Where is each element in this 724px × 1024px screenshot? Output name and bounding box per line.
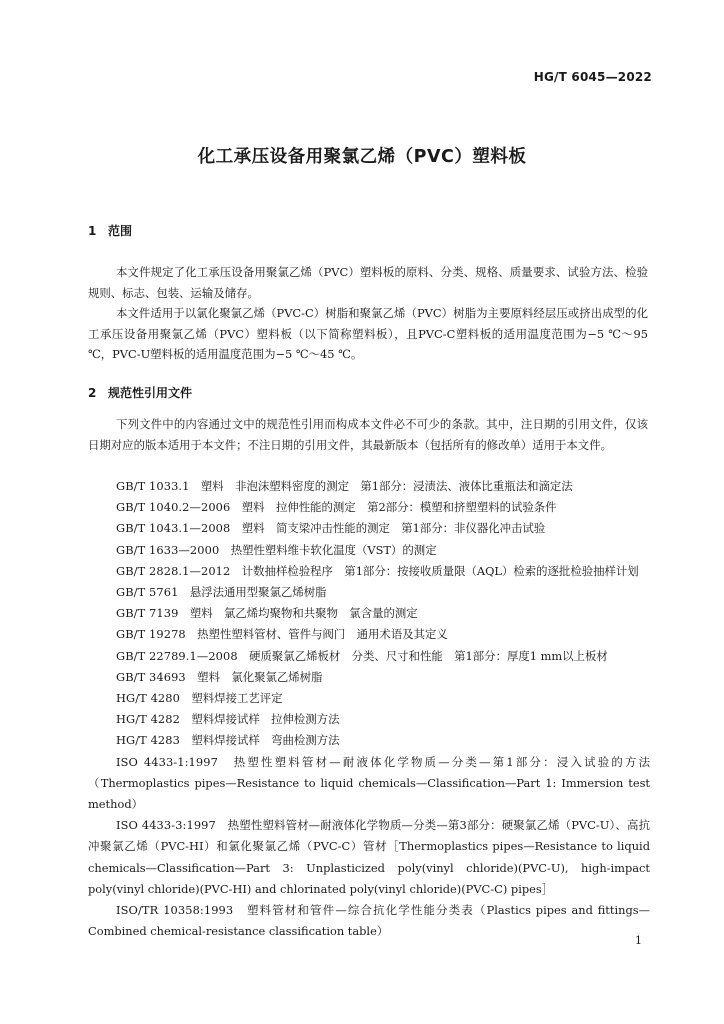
- reference-item: [88, 815, 650, 900]
- reference-code: ISO 4433-3:1997: [116, 818, 216, 833]
- reference-title: 塑料 氯乙烯均聚物和共聚物 氯含量的测定: [189, 606, 418, 621]
- reference-item: [88, 603, 650, 624]
- reference-title: 塑料 氯化聚氯乙烯树脂: [197, 669, 323, 684]
- reference-item: [88, 540, 650, 561]
- reference-code: ISO 4433-1:1997: [116, 754, 218, 769]
- section-2-intro: [88, 414, 648, 455]
- reference-title: 计数抽样检验程序 第1部分：按接收质量限（AQL）检索的逐批检验抽样计划: [241, 563, 639, 578]
- section-1-number: 1: [88, 224, 97, 238]
- reference-item: [88, 730, 650, 751]
- section-1-paragraph-2: 本文件适用于以氯化聚氯乙烯（PVC-C）树脂和聚氯乙烯（PVC）树脂为主要原料经层压或挤出成型的化工承压设备用聚氯乙烯（PVC）塑料板（以下简称塑料板），且PVC-C塑料板的适用温度范围为−5 ℃～95 ℃，PVC-U塑料板的适用温度范围为−5 ℃～45 ℃。: [88, 306, 648, 361]
- normative-references-list: [88, 476, 650, 942]
- reference-title: 热塑性塑料管材—耐液体化学物质—分类—第1部分：浸入试验的方法（Thermoplastics pipes—Resistance to liquid chemicals—Classification—Part 1: Immersion test method）: [88, 754, 650, 812]
- reference-title: 热塑性塑料管材—耐液体化学物质—分类—第3部分：硬聚氯乙烯（PVC-U）、高抗冲聚氯乙烯（PVC-HI）和氯化聚氯乙烯（PVC-C）管材［Thermoplastics pipes—Resistance to liquid chemicals—Classification—Part 3: Unplasticized poly(vinyl chloride)(PVC-U), high-impact poly(vinyl chloride)(PVC-HI) and chlorinated poly(vinyl chloride)(PVC-C) pipes］: [88, 818, 650, 896]
- reference-item: [88, 518, 650, 539]
- reference-item: [88, 561, 650, 582]
- reference-code: GB/T 7139: [116, 606, 179, 621]
- reference-code: GB/T 5761: [116, 585, 179, 600]
- reference-code: GB/T 2828.1—2012: [116, 563, 231, 578]
- reference-item: [88, 667, 650, 688]
- reference-code: HG/T 4282: [116, 712, 180, 727]
- reference-item: [88, 900, 650, 942]
- reference-code: GB/T 1633—2000: [116, 542, 220, 557]
- reference-code: GB/T 1033.1: [116, 479, 190, 493]
- section-1-paragraph-1: 本文件规定了化工承压设备用聚氯乙烯（PVC）塑料板的原料、分类、规格、质量要求、试验方法、检验规则、标志、包装、运输及储存。: [88, 265, 648, 300]
- reference-item: [88, 476, 650, 497]
- reference-code: HG/T 4283: [116, 733, 180, 748]
- reference-code: GB/T 22789.1—2008: [116, 648, 238, 663]
- reference-item: [88, 709, 650, 730]
- reference-title: 塑料 简支梁冲击性能的测定 第1部分：非仪器化冲击试验: [241, 521, 546, 536]
- section-1-heading: [88, 222, 132, 239]
- reference-title: 塑料焊接试样 弯曲检测方法: [191, 733, 340, 748]
- reference-item: [88, 688, 650, 709]
- reference-title: 硬质聚氯乙烯板材 分类、尺寸和性能 第1部分：厚度1 mm以上板材: [249, 648, 608, 663]
- reference-title: 塑料 非泡沫塑料密度的测定 第1部分：浸渍法、液体比重瓶法和滴定法: [200, 479, 573, 493]
- reference-title: 塑料 拉伸性能的测定 第2部分：模塑和挤塑塑料的试验条件: [241, 500, 557, 515]
- reference-item: [88, 646, 650, 667]
- document-title: 化工承压设备用聚氯乙烯（PVC）塑料板: [197, 147, 527, 167]
- section-2-title: 规范性引用文件: [108, 386, 193, 400]
- reference-code: GB/T 34693: [116, 669, 186, 684]
- reference-title: 塑料焊接试样 拉伸检测方法: [191, 712, 340, 727]
- reference-title: 热塑性塑料维卡软化温度（VST）的测定: [230, 542, 437, 557]
- page-number: 1: [635, 934, 642, 947]
- reference-code: HG/T 4280: [116, 691, 180, 706]
- reference-title: 热塑性塑料管材、管件与阀门 通用术语及其定义: [197, 627, 448, 642]
- reference-code: GB/T 1040.2—2006: [116, 500, 231, 515]
- reference-title: 塑料焊接工艺评定: [191, 691, 283, 706]
- section-1-body: [88, 262, 648, 365]
- section-2-heading: [88, 384, 192, 401]
- reference-item: [88, 497, 650, 518]
- standard-code: HG/T 6045—2022: [533, 70, 652, 84]
- reference-item: [88, 582, 650, 603]
- reference-code: ISO/TR 10358:1993: [116, 903, 234, 918]
- reference-item: [88, 752, 650, 816]
- section-1-title: 范围: [108, 224, 133, 238]
- section-2-intro-text: 下列文件中的内容通过文中的规范性引用而构成本文件必不可少的条款。其中，注日期的引用文件，仅该日期对应的版本适用于本文件；不注日期的引用文件，其最新版本（包括所有的修改单）适用于本文件。: [88, 417, 648, 452]
- reference-code: GB/T 19278: [116, 627, 186, 642]
- section-2-number: 2: [88, 386, 97, 400]
- reference-item: [88, 624, 650, 645]
- reference-title: 悬浮法通用型聚氯乙烯树脂: [189, 585, 327, 600]
- reference-code: GB/T 1043.1—2008: [116, 521, 231, 536]
- reference-title: 塑料管材和管件—综合抗化学性能分类表（Plastics pipes and fittings—Combined chemical-resistance classification table）: [88, 903, 650, 939]
